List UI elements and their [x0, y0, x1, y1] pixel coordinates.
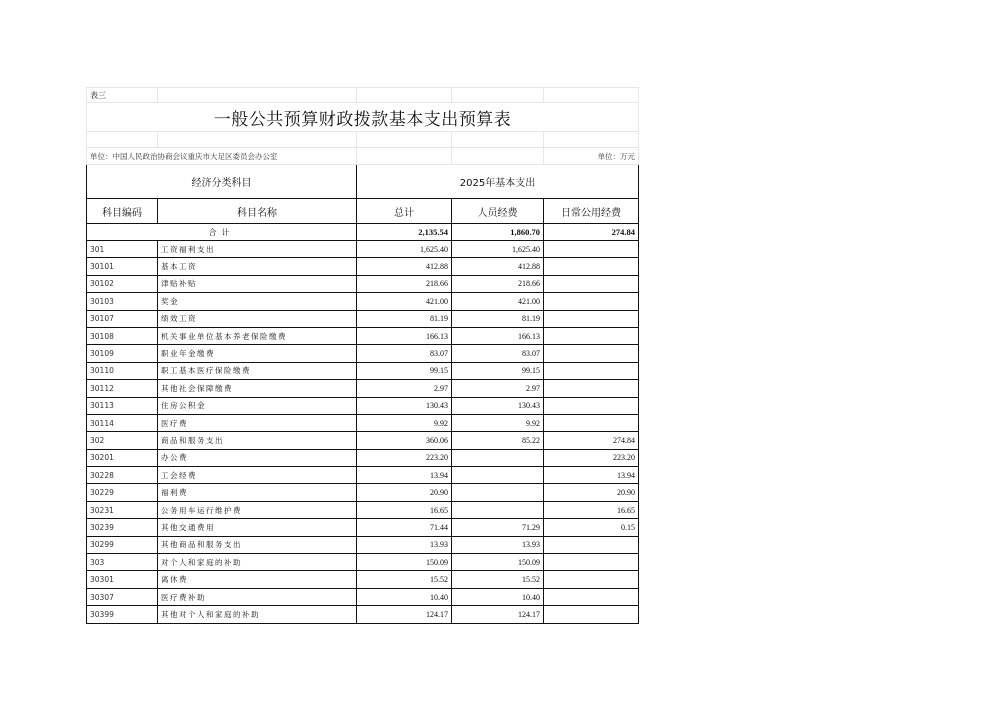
row-public: 20.90	[544, 484, 639, 501]
row-public	[544, 345, 639, 362]
table-row	[87, 519, 639, 536]
row-name: 离休费	[158, 571, 357, 588]
row-name: 其他对个人和家庭的补助	[158, 606, 357, 623]
row-code: 30109	[87, 345, 158, 362]
row-code: 303	[87, 554, 158, 571]
row-total: 81.19	[357, 310, 452, 327]
page-title: 一般公共预算财政拨款基本支出预算表	[87, 103, 639, 132]
row-total: 1,625.40	[357, 241, 452, 258]
header-total: 总计	[357, 199, 452, 224]
row-personnel: 71.29	[452, 519, 544, 536]
row-code: 30103	[87, 293, 158, 310]
row-code: 30301	[87, 571, 158, 588]
row-public: 13.94	[544, 467, 639, 484]
row-name: 医疗费补助	[158, 588, 357, 605]
row-name: 基本工资	[158, 258, 357, 275]
row-public	[544, 606, 639, 623]
row-name: 商品和服务支出	[158, 432, 357, 449]
header-code: 科目编码	[87, 199, 158, 224]
table-row	[87, 449, 639, 466]
row-total: 150.09	[357, 554, 452, 571]
row-personnel: 412.88	[452, 258, 544, 275]
table-row	[87, 536, 639, 553]
row-personnel	[452, 449, 544, 466]
row-code: 30239	[87, 519, 158, 536]
table-row	[87, 241, 639, 258]
row-code: 30101	[87, 258, 158, 275]
row-code: 302	[87, 432, 158, 449]
row-personnel	[452, 467, 544, 484]
table-row	[87, 362, 639, 379]
row-public	[544, 397, 639, 414]
row-public	[544, 293, 639, 310]
row-name: 住房公积金	[158, 397, 357, 414]
row-code: 30110	[87, 362, 158, 379]
row-public	[544, 571, 639, 588]
row-code: 301	[87, 241, 158, 258]
row-total: 421.00	[357, 293, 452, 310]
row-name: 福利费	[158, 484, 357, 501]
table-row	[87, 293, 639, 310]
table-row	[87, 571, 639, 588]
row-public: 16.65	[544, 501, 639, 518]
row-personnel: 421.00	[452, 293, 544, 310]
row-personnel	[452, 501, 544, 518]
row-total: 360.06	[357, 432, 452, 449]
header-basic-expenditure: 2025年基本支出	[357, 165, 639, 199]
row-code: 30307	[87, 588, 158, 605]
header-economic-category: 经济分类科目	[87, 165, 357, 199]
row-code: 30114	[87, 414, 158, 431]
row-personnel: 166.13	[452, 327, 544, 344]
row-public	[544, 536, 639, 553]
row-personnel: 15.52	[452, 571, 544, 588]
row-name: 绩效工资	[158, 310, 357, 327]
row-code: 30108	[87, 327, 158, 344]
row-personnel: 85.22	[452, 432, 544, 449]
row-name: 办公费	[158, 449, 357, 466]
row-code: 30231	[87, 501, 158, 518]
row-code: 30299	[87, 536, 158, 553]
row-public	[544, 241, 639, 258]
row-personnel: 124.17	[452, 606, 544, 623]
row-name: 奖金	[158, 293, 357, 310]
row-total: 9.92	[357, 414, 452, 431]
row-total: 130.43	[357, 397, 452, 414]
total-row	[87, 224, 639, 241]
table-row	[87, 588, 639, 605]
row-code: 30201	[87, 449, 158, 466]
total-personnel: 1,860.70	[452, 224, 544, 241]
row-personnel: 218.66	[452, 275, 544, 292]
row-name: 医疗费	[158, 414, 357, 431]
total-sum: 2,135.54	[357, 224, 452, 241]
table-row	[87, 310, 639, 327]
row-total: 13.93	[357, 536, 452, 553]
row-total: 223.20	[357, 449, 452, 466]
row-code: 30102	[87, 275, 158, 292]
row-personnel: 9.92	[452, 414, 544, 431]
row-personnel: 2.97	[452, 380, 544, 397]
header-name: 科目名称	[158, 199, 357, 224]
row-public	[544, 258, 639, 275]
row-total: 83.07	[357, 345, 452, 362]
row-name: 公务用车运行维护费	[158, 501, 357, 518]
row-public	[544, 380, 639, 397]
table-row	[87, 432, 639, 449]
row-name: 机关事业单位基本养老保险缴费	[158, 327, 357, 344]
row-total: 124.17	[357, 606, 452, 623]
table-row	[87, 554, 639, 571]
row-total: 10.40	[357, 588, 452, 605]
row-code: 30112	[87, 380, 158, 397]
row-personnel: 81.19	[452, 310, 544, 327]
table-row	[87, 484, 639, 501]
row-total: 13.94	[357, 467, 452, 484]
row-public	[544, 588, 639, 605]
row-personnel: 83.07	[452, 345, 544, 362]
budget-table	[86, 87, 639, 624]
row-name: 工会经费	[158, 467, 357, 484]
row-public: 274.84	[544, 432, 639, 449]
table-row	[87, 501, 639, 518]
row-public	[544, 414, 639, 431]
row-public	[544, 275, 639, 292]
row-name: 职工基本医疗保险缴费	[158, 362, 357, 379]
row-code: 30107	[87, 310, 158, 327]
row-personnel	[452, 484, 544, 501]
total-label: 合计	[87, 224, 357, 241]
row-total: 71.44	[357, 519, 452, 536]
row-public	[544, 362, 639, 379]
row-total: 166.13	[357, 327, 452, 344]
table-row	[87, 345, 639, 362]
row-name: 其他社会保障缴费	[158, 380, 357, 397]
table-row	[87, 467, 639, 484]
row-total: 99.15	[357, 362, 452, 379]
total-public: 274.84	[544, 224, 639, 241]
row-name: 职业年金缴费	[158, 345, 357, 362]
row-code: 30228	[87, 467, 158, 484]
row-total: 218.66	[357, 275, 452, 292]
row-public	[544, 310, 639, 327]
row-name: 工资福利支出	[158, 241, 357, 258]
row-code: 30229	[87, 484, 158, 501]
table-row	[87, 327, 639, 344]
row-personnel: 99.15	[452, 362, 544, 379]
header-personnel: 人员经费	[452, 199, 544, 224]
row-total: 412.88	[357, 258, 452, 275]
row-code: 30399	[87, 606, 158, 623]
row-public: 0.15	[544, 519, 639, 536]
row-name: 津贴补贴	[158, 275, 357, 292]
row-name: 其他交通费用	[158, 519, 357, 536]
unit-organization: 单位：中国人民政治协商会议重庆市大足区委员会办公室	[87, 148, 357, 165]
row-total: 16.65	[357, 501, 452, 518]
row-personnel: 13.93	[452, 536, 544, 553]
row-personnel: 130.43	[452, 397, 544, 414]
row-public	[544, 327, 639, 344]
row-public	[544, 554, 639, 571]
table-row	[87, 606, 639, 623]
row-personnel: 150.09	[452, 554, 544, 571]
table-row	[87, 380, 639, 397]
row-name: 对个人和家庭的补助	[158, 554, 357, 571]
unit-measure: 单位：万元	[544, 148, 639, 165]
header-public: 日常公用经费	[544, 199, 639, 224]
row-personnel: 10.40	[452, 588, 544, 605]
row-total: 15.52	[357, 571, 452, 588]
table-tag: 表三	[87, 88, 158, 103]
table-row	[87, 258, 639, 275]
row-personnel: 1,625.40	[452, 241, 544, 258]
row-total: 2.97	[357, 380, 452, 397]
row-public: 223.20	[544, 449, 639, 466]
table-row	[87, 414, 639, 431]
row-total: 20.90	[357, 484, 452, 501]
row-name: 其他商品和服务支出	[158, 536, 357, 553]
table-row	[87, 275, 639, 292]
row-code: 30113	[87, 397, 158, 414]
table-row	[87, 397, 639, 414]
